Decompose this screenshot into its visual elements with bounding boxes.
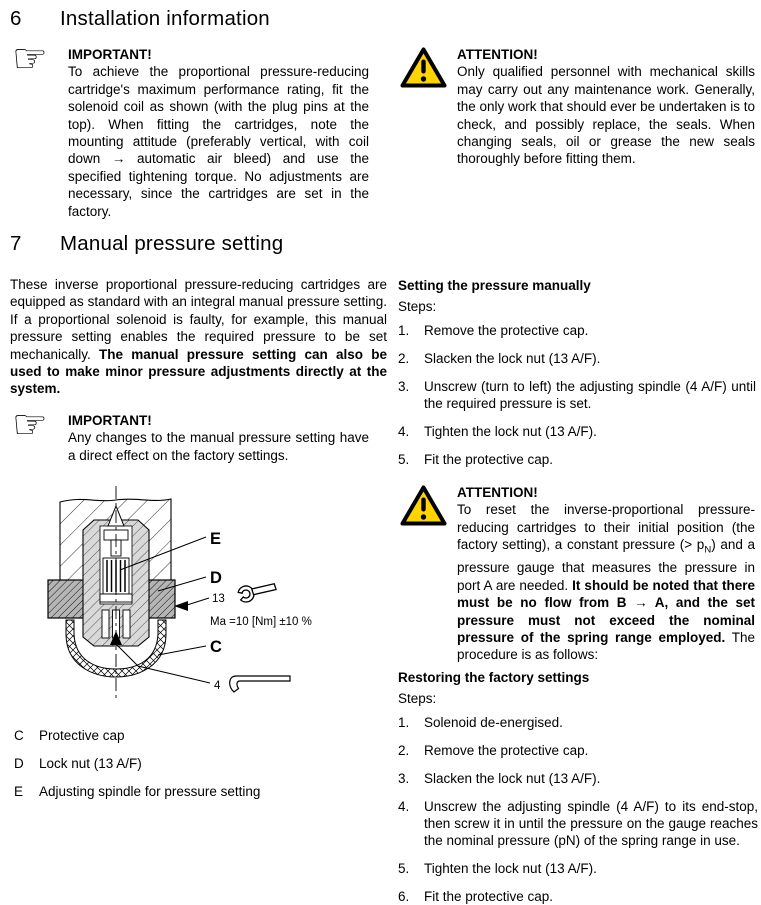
- hex-size-label: 4: [214, 680, 221, 692]
- section-6-important-note: [68, 46, 369, 220]
- legend-item: C Protective cap: [14, 728, 125, 743]
- pressure-subscript: N: [704, 544, 712, 556]
- steps-label: Steps:: [398, 691, 437, 707]
- list-item: 2. Slacken the lock nut (13 A/F).: [398, 350, 601, 366]
- attention-body: Only qualified personnel with mechanical skills may carry out any maintenance work. Generally, the only work that should ever be undertaken is to check, and possibly replace, the seals. When changing seals, oil or grease the new seals thoroughly before fitting them.: [457, 64, 755, 167]
- list-item: 4. Unscrew the adjusting spindle (4 A/F) to its end-stop, then screw it in until the pressure on the gauge reaches the nominal pressure (pN) of the spring range in use.: [398, 798, 758, 849]
- important-label: IMPORTANT!: [68, 413, 152, 428]
- attention-label: ATTENTION!: [457, 47, 538, 62]
- important-body: Any changes to the manual pressure setting have a direct effect on the factory settings.: [68, 430, 369, 463]
- section-6-attention-note: [457, 46, 755, 168]
- intro-text-bold: The manual pressure setting can also be used to make minor pressure adjustments directly at the system.: [10, 346, 387, 397]
- procedure-title: Setting the pressure manually: [398, 278, 591, 293]
- list-item: 3. Unscrew (turn to left) the adjusting spindle (4 A/F) until the required pressure is set.: [398, 378, 756, 412]
- section-6-title: Installation information: [60, 7, 270, 30]
- hex-key-icon: [230, 676, 290, 692]
- important-label: IMPORTANT!: [68, 47, 152, 62]
- legend-item: D Lock nut (13 A/F): [14, 755, 142, 771]
- attention-body: To reset the inverse-proportional pressure-reducing cartridges to their initial position (the factory setting), a constant pressure (> $p_N$) and a pressure gauge that measures the pressure in port A are needed. It should be noted that there must be no flow from B → A, and the set pressure must not exceed the nominal pressure of the spring range employed. The procedure is as follows:: [457, 502, 756, 663]
- section-6-number: 6: [10, 7, 22, 30]
- restore-factory-procedure: [398, 669, 758, 905]
- diagram-label-c: C: [210, 638, 222, 656]
- warning-triangle-icon: [400, 46, 447, 93]
- warning-triangle-icon: [400, 484, 447, 531]
- list-item: 4. Tighten the lock nut (13 A/F).: [398, 423, 597, 439]
- diagram-label-e: E: [210, 530, 222, 548]
- section-7-title: Manual pressure setting: [60, 232, 284, 255]
- section-7-important-note: [68, 412, 369, 464]
- list-item: 3. Slacken the lock nut (13 A/F).: [398, 770, 601, 786]
- manual-setting-procedure: [398, 277, 756, 468]
- pointing-hand-icon: ☞: [12, 36, 48, 82]
- attention-label: ATTENTION!: [457, 485, 538, 500]
- wrench-pointer-arrow: [174, 601, 188, 611]
- torque-label: Ma =10 [Nm] ±10 %: [210, 616, 312, 628]
- important-body: To achieve the proportional pressure-reducing cartridge's maximum performance rating, fit the solenoid coil as shown (with the plug pins at the top). When fitting the cartridges, note the mounting attitude (preferably vertical, with coil down → automatic air bleed) and use the specified tightening torque. No adjustments are necessary, since the cartridges are set in the factory.: [68, 64, 369, 219]
- pointing-hand-icon: ☞: [12, 402, 48, 448]
- section-7-intro: [10, 276, 387, 398]
- steps-list: [398, 322, 756, 468]
- diagram-legend: [14, 727, 374, 811]
- list-item: 2. Remove the protective cap.: [398, 742, 589, 758]
- steps-label: Steps:: [398, 299, 437, 315]
- list-item: 5. Fit the protective cap.: [398, 451, 554, 467]
- section-7-heading: [10, 231, 283, 256]
- section-6-heading: [10, 6, 270, 31]
- procedure-title: Restoring the factory settings: [398, 670, 590, 685]
- list-item: 5. Tighten the lock nut (13 A/F).: [398, 861, 597, 877]
- intro-text: These inverse proportional pressure-reducing cartridges are equipped as standard with an integral manual pressure setting. If a proportional solenoid is faulty, for example, this manual pressure setting enables the required pressure to be set mechanically.: [10, 277, 387, 362]
- diagram-label-d: D: [210, 569, 222, 587]
- section-7-number: 7: [10, 232, 22, 255]
- steps-list: [398, 714, 758, 905]
- list-item: 1. Solenoid de-energised.: [398, 714, 563, 730]
- open-end-wrench-icon: [237, 577, 277, 604]
- legend-item: E Adjusting spindle for pressure setting: [14, 783, 261, 799]
- cartridge-cross-section-diagram: [38, 482, 338, 708]
- list-item: 1. Remove the protective cap.: [398, 322, 589, 338]
- wrench-size-label: 13: [212, 593, 225, 605]
- section-7-attention-note: [457, 484, 755, 664]
- list-item: 6. Fit the protective cap.: [398, 889, 554, 905]
